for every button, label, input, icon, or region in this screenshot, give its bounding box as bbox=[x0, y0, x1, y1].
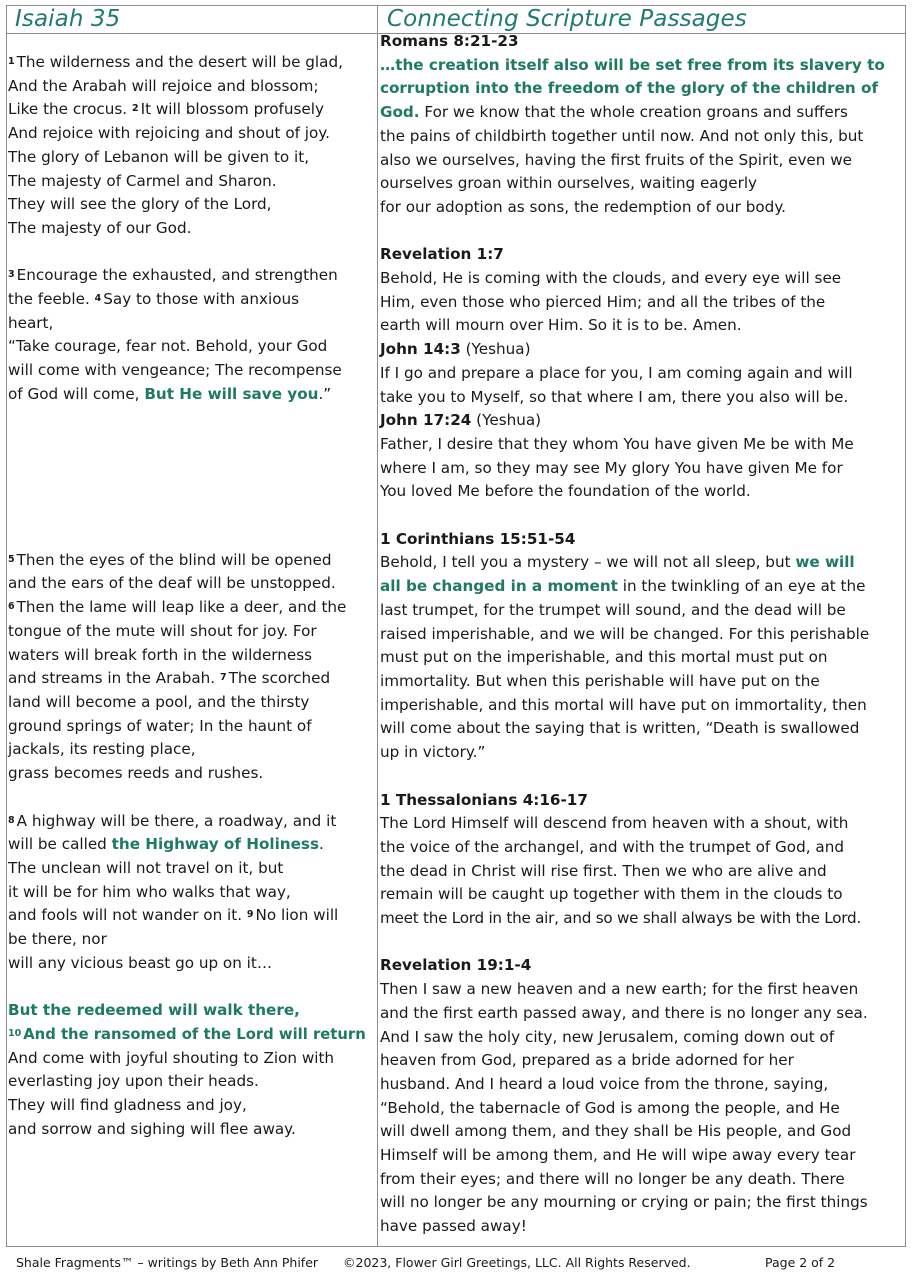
passage-text: up in victory.” bbox=[380, 743, 486, 762]
passage-reference: Romans 8:21-23 bbox=[380, 32, 519, 50]
verse-text: It will blossom profusely bbox=[140, 100, 324, 119]
verse-text: And the Arabah will rejoice and blossom; bbox=[8, 76, 319, 95]
column-divider bbox=[377, 6, 378, 1246]
passage-1-corinthians bbox=[380, 528, 892, 765]
verse-number: 3 bbox=[8, 269, 15, 281]
verse-number: 8 bbox=[8, 814, 15, 826]
highlighted-phrase: all be changed in a moment bbox=[380, 577, 618, 596]
verse-text: The wilderness and the desert will be glad, bbox=[16, 53, 343, 71]
highlighted-phrase: But He will save you bbox=[144, 384, 319, 403]
verse-number: 5 bbox=[8, 553, 15, 565]
verse-text: jackals, its resting place, bbox=[8, 740, 196, 759]
verse-number: 9 bbox=[246, 909, 254, 921]
passage-text: earth will mourn over Him. So it is to be. Amen. bbox=[380, 316, 742, 335]
passage-text: Him, even those who pierced Him; and all the tribes of the bbox=[380, 292, 826, 311]
isaiah-paragraph-2 bbox=[8, 264, 366, 406]
passage-text: will dwell among them, and they shall be His people, and God bbox=[380, 1122, 852, 1141]
verse-text: it will be for him who walks that way, bbox=[8, 882, 291, 901]
passage-text: the voice of the archangel, and with the trumpet of God, and bbox=[380, 837, 844, 856]
passage-text: meet the Lord in the air, and so we shall always be with the Lord. bbox=[380, 909, 861, 928]
passage-text: and the first earth passed away, and there is no longer any sea. bbox=[380, 1003, 868, 1022]
passage-text: Then I saw a new heaven and a new earth; for the first heaven bbox=[380, 980, 859, 999]
verse-text: tongue of the mute will shout for joy. For bbox=[8, 621, 317, 640]
highlighted-phrase: …the creation itself also will be set free from its slavery to bbox=[380, 55, 885, 74]
verse-text: The majesty of our God. bbox=[8, 218, 192, 237]
highlighted-phrase: God. bbox=[380, 103, 420, 122]
verse-text: The glory of Lebanon will be given to it, bbox=[8, 147, 310, 166]
verse-text: grass becomes reeds and rushes. bbox=[8, 764, 264, 783]
verse-text: will any vicious beast go up on it… bbox=[8, 953, 273, 972]
passage-reference: Revelation 19:1-4 bbox=[380, 956, 532, 975]
highlighted-phrase: But the redeemed will walk there, bbox=[8, 1001, 300, 1020]
passage-text: ourselves groan within ourselves, waiting eagerly bbox=[380, 174, 758, 193]
passage-text: will come about the saying that is written, “Death is swallowed bbox=[380, 719, 860, 738]
verse-text: They will find gladness and joy, bbox=[8, 1095, 247, 1114]
verse-text: A highway will be there, a roadway, and it bbox=[16, 811, 337, 830]
verse-text: No lion will bbox=[255, 906, 339, 925]
passage-text: remain will be caught up together with them in the clouds to bbox=[380, 885, 843, 904]
passage-reference: John 17:24 bbox=[380, 411, 472, 430]
passage-text: also we ourselves, having the first fruits of the Spirit, even we bbox=[380, 150, 852, 169]
verse-number: 7 bbox=[219, 672, 227, 684]
verse-text: ground springs of water; In the haunt of bbox=[8, 716, 312, 735]
passage-text: The Lord Himself will descend from heaven with a shout, with bbox=[380, 814, 849, 833]
highlighted-phrase: And the ransomed of the Lord will return bbox=[23, 1025, 366, 1043]
isaiah-paragraph-1 bbox=[8, 51, 366, 241]
verse-number: 4 bbox=[94, 293, 102, 305]
verse-text: . bbox=[318, 835, 324, 854]
verse-text: Say to those with anxious bbox=[103, 290, 300, 309]
passage-text: Behold, He is coming with the clouds, and every eye will see bbox=[380, 269, 842, 288]
passage-text: for our adoption as sons, the redemption of our body. bbox=[380, 197, 786, 216]
passage-text: where I am, so they may see My glory You have given Me for bbox=[380, 458, 843, 477]
passage-text: take you to Myself, so that where I am, there you also will be. bbox=[380, 387, 849, 406]
passage-text: raised imperishable, and we will be changed. For this perishable bbox=[380, 624, 870, 643]
verse-number: 6 bbox=[8, 601, 15, 613]
verse-text: land will become a pool, and the thirsty bbox=[8, 692, 310, 711]
passage-text: immortality. But when this perishable will have put on the bbox=[380, 671, 820, 690]
verse-text: the feeble. bbox=[8, 290, 95, 309]
verse-text: Then the eyes of the blind will be opened bbox=[16, 550, 332, 569]
highlighted-phrase: the Highway of Holiness bbox=[111, 835, 319, 854]
passage-text: Father, I desire that they whom You have given Me be with Me bbox=[380, 434, 854, 453]
verse-text: The majesty of Carmel and Sharon. bbox=[8, 171, 277, 190]
verse-text: The scorched bbox=[228, 669, 331, 688]
passage-text: Behold, I tell you a mystery – we will not all sleep, but bbox=[380, 553, 796, 572]
verse-text: and the ears of the deaf will be unstopped. bbox=[8, 574, 336, 593]
verse-text: Then the lame will leap like a deer, and the bbox=[16, 598, 347, 617]
verse-text: And come with joyful shouting to Zion with bbox=[8, 1048, 335, 1067]
passage-text: will no longer be any mourning or crying or pain; the first things bbox=[380, 1193, 868, 1212]
verse-number: 10 bbox=[8, 1027, 22, 1039]
passage-text: And I saw the holy city, new Jerusalem, coming down out of bbox=[380, 1027, 835, 1046]
passage-text: have passed away! bbox=[380, 1217, 527, 1236]
passage-revelation-19 bbox=[380, 954, 892, 1238]
passage-text: imperishable, and this mortal will have put on immortality, then bbox=[380, 695, 867, 714]
connecting-passages-column bbox=[380, 30, 892, 1239]
verse-text: waters will break forth in the wilderness bbox=[8, 645, 313, 664]
verse-number: 2 bbox=[131, 103, 139, 115]
passage-note: (Yeshua) bbox=[460, 340, 531, 359]
passage-reference: 1 Corinthians 15:51-54 bbox=[380, 529, 576, 548]
footer-author: Shale Fragments™ – writings by Beth Ann Phifer bbox=[16, 1255, 319, 1270]
passage-text: You loved Me before the foundation of the world. bbox=[380, 482, 751, 501]
passage-text: If I go and prepare a place for you, I am coming again and will bbox=[380, 363, 853, 382]
verse-text: will come with vengeance; The recompense bbox=[8, 361, 342, 380]
passage-reference: 1 Thessalonians 4:16-17 bbox=[380, 790, 588, 809]
footer-page-number: Page 2 of 2 bbox=[765, 1255, 836, 1270]
verse-text: Encourage the exhausted, and strengthen bbox=[16, 266, 338, 285]
footer-copyright: ©2023, Flower Girl Greetings, LLC. All Rights Reserved. bbox=[343, 1255, 691, 1270]
passage-john-14-3 bbox=[380, 338, 892, 409]
passage-text: last trumpet, for the trumpet will sound, and the dead will be bbox=[380, 600, 846, 619]
passage-text: from their eyes; and there will no longer be any death. There bbox=[380, 1169, 845, 1188]
passage-text: the pains of childbirth together until now. And not only this, but bbox=[380, 126, 864, 145]
isaiah-paragraph-3 bbox=[8, 549, 366, 786]
passage-text: “Behold, the tabernacle of God is among the people, and He bbox=[380, 1098, 840, 1117]
verse-text: and sorrow and sighing will flee away. bbox=[8, 1119, 296, 1138]
passage-text: the dead in Christ will rise first. Then we who are alive and bbox=[380, 861, 827, 880]
verse-text: of God will come, bbox=[8, 384, 145, 403]
verse-text: and streams in the Arabah. bbox=[8, 669, 220, 688]
passage-reference: Revelation 1:7 bbox=[380, 245, 504, 264]
verse-text: .” bbox=[318, 384, 332, 403]
verse-text: and fools will not wander on it. bbox=[8, 906, 247, 925]
verse-text: everlasting joy upon their heads. bbox=[8, 1072, 259, 1091]
verse-text: “Take courage, fear not. Behold, your God bbox=[8, 337, 328, 356]
verse-text: They will see the glory of the Lord, bbox=[8, 195, 272, 214]
passage-romans bbox=[380, 30, 892, 220]
passage-text: heaven from God, prepared as a bride adorned for her bbox=[380, 1051, 794, 1070]
passage-text: must put on the imperishable, and this mortal must put on bbox=[380, 648, 828, 667]
highlighted-phrase: we will bbox=[795, 553, 855, 572]
verse-text: The unclean will not travel on it, but bbox=[8, 858, 284, 877]
passage-text: in the twinkling of an eye at the bbox=[617, 577, 866, 596]
passage-revelation-1-7 bbox=[380, 243, 892, 338]
passage-1-thessalonians bbox=[380, 789, 892, 931]
passage-text: Himself will be among them, and He will wipe away every tear bbox=[380, 1146, 856, 1165]
highlighted-phrase: corruption into the freedom of the glory of the children of bbox=[380, 79, 879, 98]
right-column-title: Connecting Scripture Passages bbox=[387, 6, 747, 32]
isaiah-paragraph-5 bbox=[8, 999, 366, 1141]
verse-text: Like the crocus. bbox=[8, 100, 132, 119]
passage-text: husband. And I heard a loud voice from the throne, saying, bbox=[380, 1074, 829, 1093]
passage-reference: John 14:3 bbox=[380, 340, 461, 359]
passage-john-17-24 bbox=[380, 409, 892, 504]
verse-number: 1 bbox=[8, 56, 15, 67]
left-column-title: Isaiah 35 bbox=[15, 6, 121, 32]
verse-text: will be called bbox=[8, 835, 112, 854]
isaiah-column bbox=[8, 51, 366, 1141]
verse-text: heart, bbox=[8, 313, 54, 332]
verse-text: And rejoice with rejoicing and shout of joy. bbox=[8, 124, 330, 143]
verse-text: be there, nor bbox=[8, 930, 107, 949]
isaiah-paragraph-4 bbox=[8, 810, 366, 976]
passage-note: (Yeshua) bbox=[471, 411, 542, 430]
passage-text: For we know that the whole creation groans and suffers bbox=[419, 103, 848, 122]
